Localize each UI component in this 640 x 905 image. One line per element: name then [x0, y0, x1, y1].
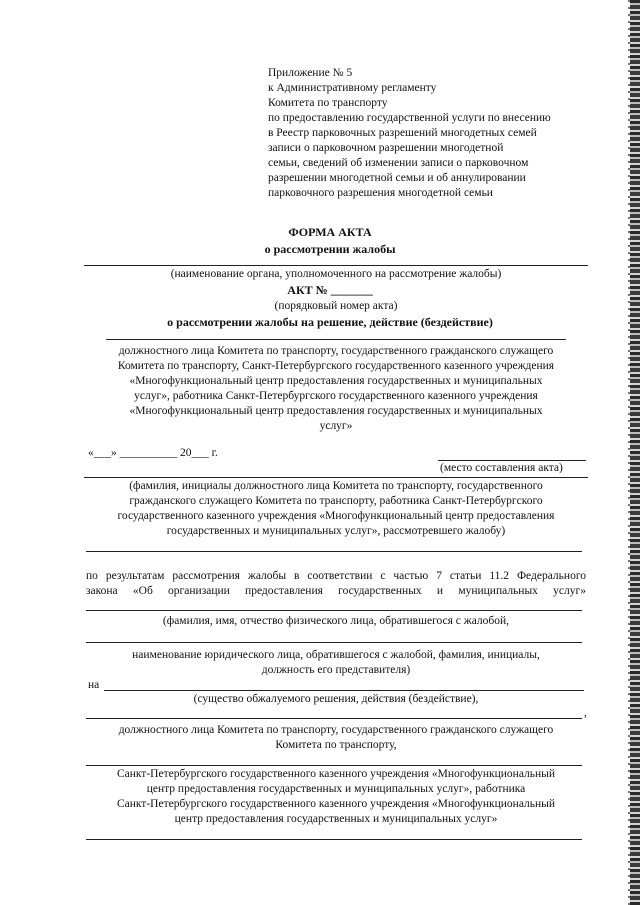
institution-text-line: центр предоставления государственных и муниципальных услуг», работника	[146, 783, 526, 795]
appendix-line: записи о парковочном разрешении многодетной	[268, 142, 504, 154]
applicant-caption: (фамилия, имя, отчество физического лица, обратившегося с жалобой,	[162, 615, 510, 627]
reviewer-caption-line: государственных и муниципальных услуг», рассмотревшего жалобу)	[166, 525, 506, 537]
appendix-line: к Административному регламенту	[268, 82, 437, 94]
date-line: «___» __________ 20___ г.	[88, 447, 218, 459]
institution-blank-line	[86, 765, 582, 766]
decision-blank-line	[106, 339, 566, 340]
institution-text-line: Санкт-Петербургского государственного казенного учреждения «Многофункциональный	[116, 798, 556, 810]
scan-edge	[630, 0, 640, 905]
results-text-line: закона «Об организации предоставления государственных и муниципальных услуг»	[86, 585, 586, 597]
official-text-line: должностного лица Комитета по транспорту, государственного гражданского служащего	[118, 345, 554, 357]
form-subtitle: о рассмотрении жалобы	[264, 242, 396, 256]
legal-entity-caption-line: должность его представителя)	[261, 664, 411, 676]
official-text-2-line: Комитета по транспорту,	[275, 739, 397, 751]
official-text-line: «Многофункциональный центр предоставления государственных и муниципальных	[129, 375, 543, 387]
appendix-line: семьи, сведений об изменении записи о парковочном	[268, 157, 529, 169]
appendix-header	[268, 66, 608, 201]
official-text-2-line: должностного лица Комитета по транспорту, государственного гражданского служащего	[118, 724, 554, 736]
appendix-line: по предоставлению государственной услуги по внесению	[268, 112, 551, 124]
na-label: на	[88, 679, 100, 691]
institution-text-line: центр предоставления государственных и муниципальных услуг»	[174, 813, 498, 825]
official-text-line: «Многофункциональный центр предоставления государственных и муниципальных	[129, 405, 543, 417]
reviewer-caption-line: (фамилия, инициалы должностного лица Комитета по транспорту, государственного	[129, 480, 543, 492]
appendix-line: в Реестр парковочных разрешений многодетных семей	[268, 127, 537, 139]
official-text-line: услуг»	[319, 420, 353, 432]
essence-blank-line	[86, 718, 582, 719]
organ-caption: (наименование органа, уполномоченного на рассмотрение жалобы)	[170, 268, 502, 280]
place-caption: (место составления акта)	[440, 462, 563, 474]
form-title: ФОРМА АКТА	[288, 225, 372, 239]
appendix-line: парковочного разрешения многодетной семьи	[268, 187, 493, 199]
institution-text-line: Санкт-Петербургского государственного казенного учреждения «Многофункциональный	[116, 768, 556, 780]
appendix-line: разрешении многодетной семьи и об аннулировании	[268, 172, 526, 184]
results-text-line: по результатам рассмотрения жалобы в соответствии с частью 7 статьи 11.2 Федерального	[86, 570, 586, 582]
legal-entity-blank-line	[86, 642, 582, 643]
scan-edge-shadow	[628, 0, 630, 905]
act-heading: о рассмотрении жалобы на решение, действие (бездействие)	[167, 315, 493, 329]
organ-blank-line	[84, 265, 588, 266]
applicant-blank-line	[86, 610, 582, 611]
act-number-caption: (порядковый номер акта)	[274, 300, 398, 312]
reviewer-caption-line: государственного казенного учреждения «Многофункциональный центр предоставления	[117, 510, 555, 522]
reviewer-caption-line: гражданского служащего Комитета по транспорту, работника Санкт-Петербургского	[129, 495, 543, 507]
official-text-line: Комитета по транспорту, Санкт-Петербургского государственного казенного учреждения	[117, 360, 555, 372]
decision-subject-blank-line	[104, 690, 584, 691]
official-text-line: услуг», работника Санкт-Петербургского государственного казенного учреждения	[134, 390, 538, 402]
essence-caption: (существо обжалуемого решения, действия (бездействие),	[193, 693, 479, 705]
reviewer-blank-line	[84, 477, 588, 478]
comma-mark: ,	[584, 707, 587, 719]
legal-entity-caption-line: наименование юридического лица, обратившегося с жалобой, фамилия, инициалы,	[132, 649, 540, 661]
act-number: АКТ № _______	[287, 283, 373, 297]
appendix-line: Приложение № 5	[268, 67, 353, 79]
final-blank-line	[86, 839, 582, 840]
appendix-line: Комитета по транспорту	[268, 97, 388, 109]
reviewer-blank-line-2	[86, 551, 582, 552]
